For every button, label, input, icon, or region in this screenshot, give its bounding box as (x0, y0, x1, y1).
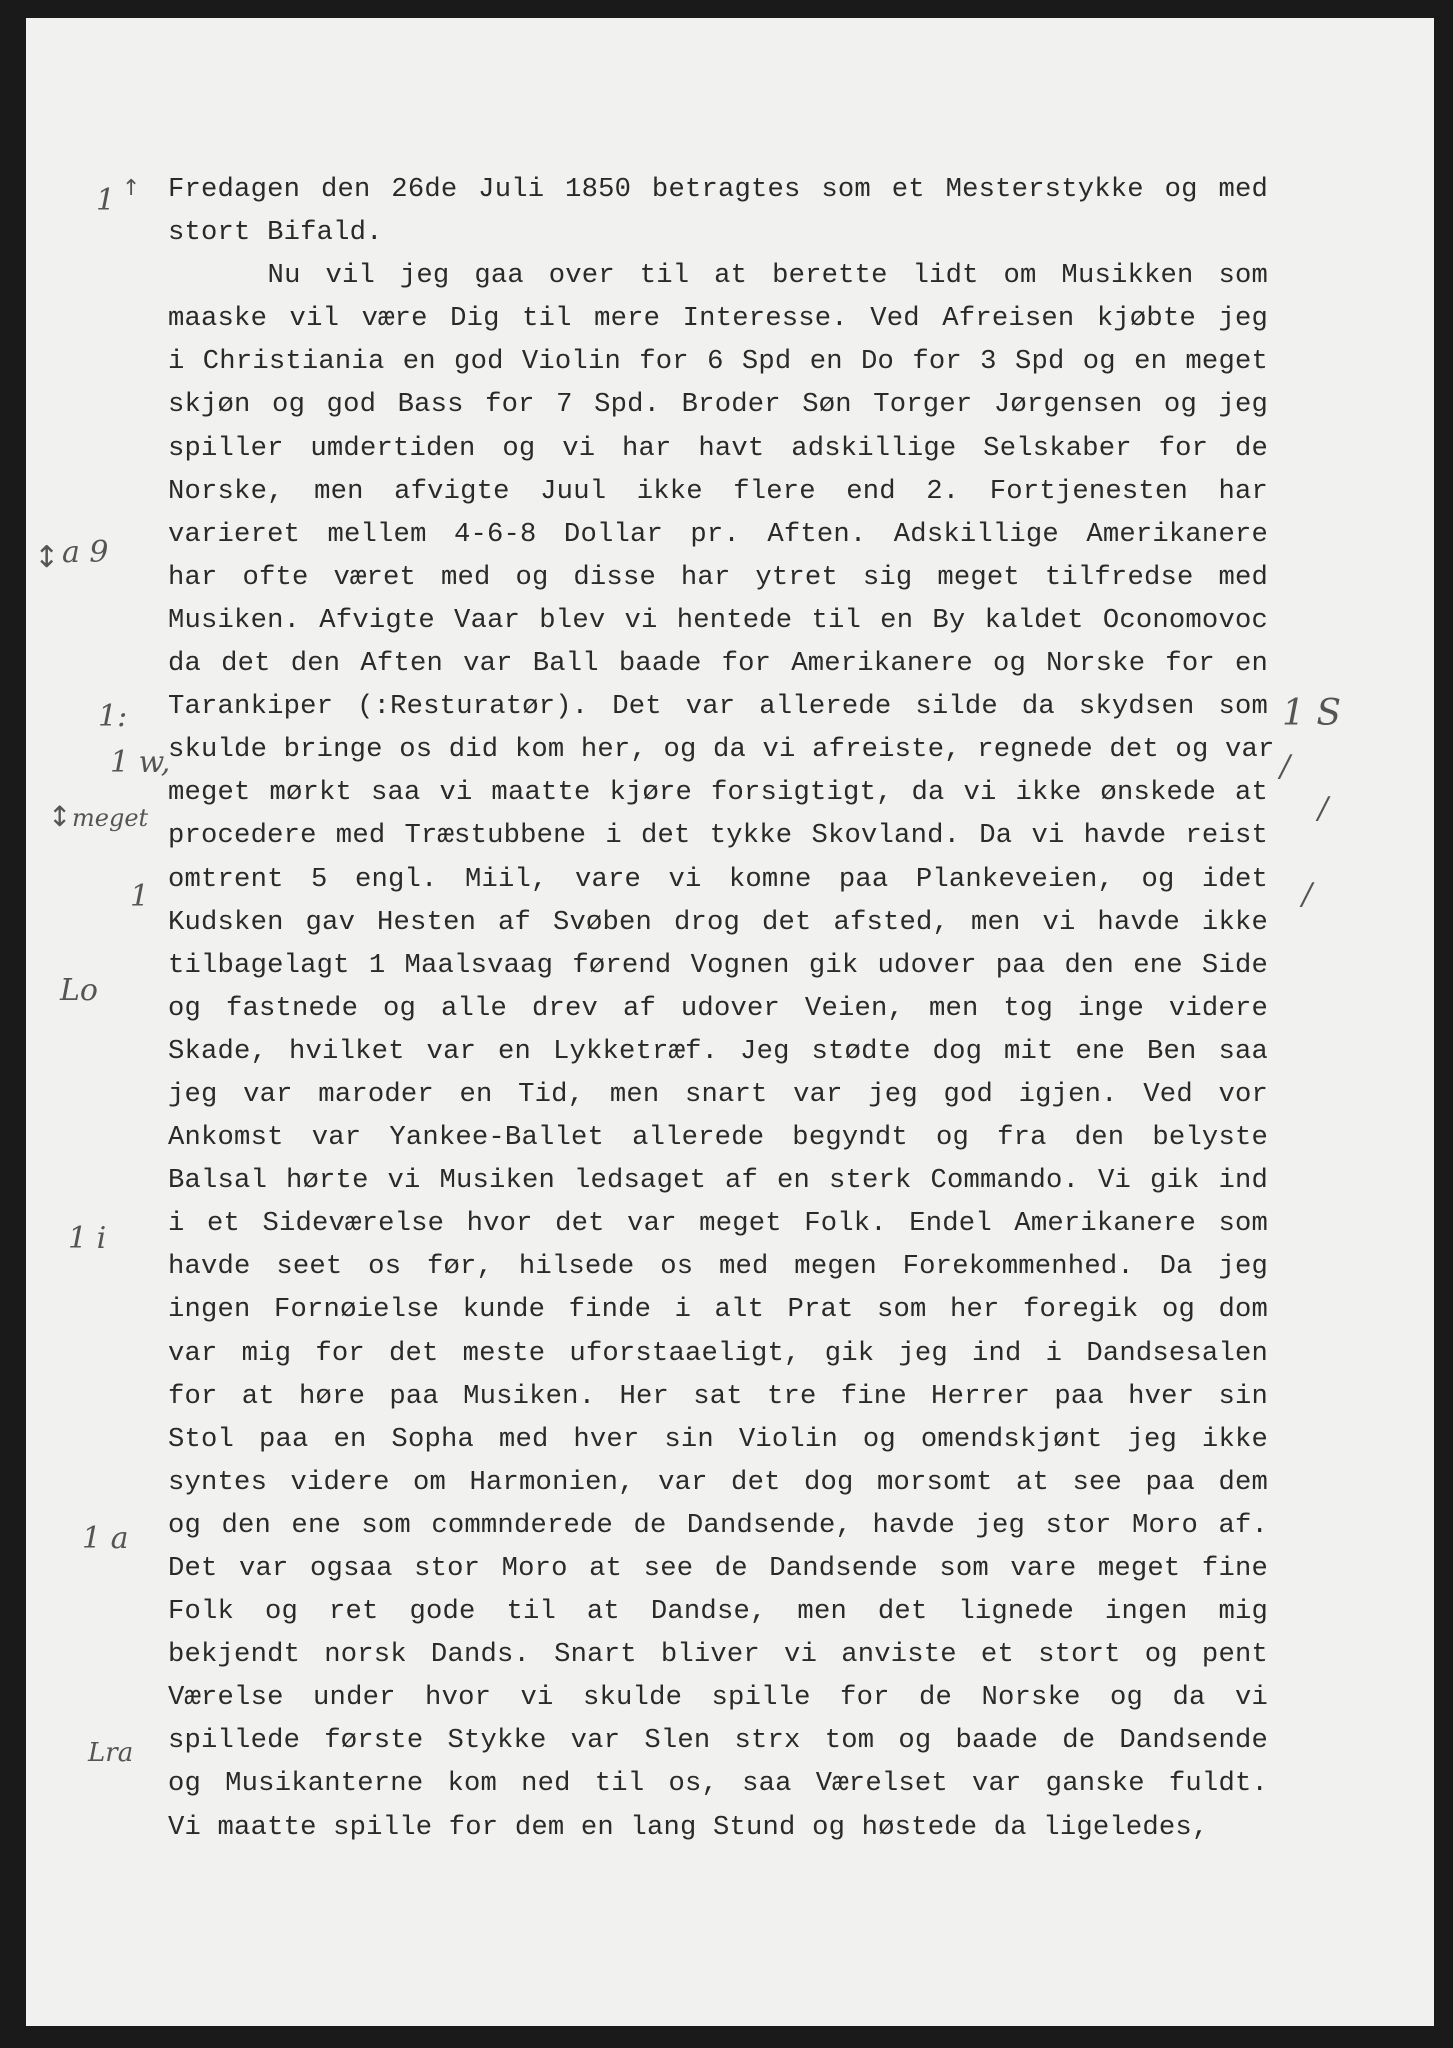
margin-note-left-2: a 9 (62, 535, 109, 570)
margin-note-left-8: 1 i (68, 1221, 107, 1256)
text-line: tilbagelagt 1 Maalsvaag førend Vognen gik udover paa den ene Side (168, 949, 1268, 981)
text-line: meget mørkt saa vi maatte kjøre forsigtigt, da vi ikke ønskede at (168, 777, 1268, 809)
text-line: syntes videre om Harmonien, var det dog morsomt at see paa dem (168, 1466, 1268, 1498)
text-line: omtrent 5 engl. Miil, vare vi komne paa Plankeveien, og idet (168, 863, 1268, 895)
margin-note-left-7: Lo (60, 973, 98, 1008)
margin-note-left-3: 1: (98, 699, 128, 734)
text-line: for at høre paa Musiken. Her sat tre fine Herrer paa hver sin (168, 1380, 1268, 1412)
text-line: Stol paa en Sopha med hver sin Violin og omendskjønt jeg ikke (168, 1423, 1268, 1455)
updown-arrow-icon: ↕ (48, 800, 72, 833)
text-line: Kudsken gav Hesten af Svøben drog det afsted, men vi havde ikke (168, 906, 1268, 938)
text-line: Vi maatte spille for dem en lang Stund og høstede da ligeledes, (168, 1811, 1209, 1843)
text-line: ingen Fornøielse kunde finde i alt Prat som her foregik og dom (168, 1294, 1268, 1326)
margin-note-right-1: 1 S (1282, 693, 1342, 734)
text-line: i Christiania en god Violin for 6 Spd en Do for 3 Spd og en meget (168, 346, 1268, 378)
text-line: Det var ogsaa stor Moro at see de Dandsende som vare meget fine (168, 1553, 1268, 1584)
text-line: maaske vil være Dig til mere Interesse. Ved Afreisen kjøbte jeg (168, 303, 1268, 335)
text-line: skulde bringe os did kom her, og da vi afreiste, regnede det og var (168, 734, 1275, 766)
text-line: stort Bifald. (168, 217, 383, 249)
margin-note-left-1: 1 (96, 183, 116, 218)
text-line: Folk og ret gode til at Dandse, men det lignede ingen mig (168, 1596, 1268, 1628)
margin-note-left-5: meget (72, 804, 149, 832)
text-line: bekjendt norsk Dands. Snart bliver vi anviste et stort og pent (168, 1639, 1268, 1671)
text-line: varieret mellem 4-6-8 Dollar pr. Aften. Adskillige Amerikanere (168, 518, 1268, 550)
margin-note-right-3: / (1318, 791, 1329, 826)
text-line: Nu vil jeg gaa over til at berette lidt om Musikken som (168, 260, 1268, 292)
arrow-up-icon: ↑ (122, 176, 141, 201)
text-line: jeg var maroder en Tid, men snart var jeg god igjen. Ved vor (168, 1078, 1268, 1110)
text-line: har ofte været med og disse har ytret sig meget tilfredse med (168, 561, 1268, 593)
text-line: procedere med Træstubbene i det tykke Skovland. Da vi havde reist (168, 820, 1268, 852)
text-line: skjøn og god Bass for 7 Spd. Broder Søn Torger Jørgensen og jeg (168, 389, 1268, 421)
text-line: og fastnede og alle drev af udover Veien, men tog inge videre (168, 992, 1268, 1024)
text-line: spiller umdertiden og vi har havt adskillige Selskaber for de (168, 432, 1268, 464)
margin-note-left-9: 1 a (82, 1521, 129, 1556)
text-line: Musiken. Afvigte Vaar blev vi hentede til en By kaldet Oconomovoc (168, 604, 1268, 636)
text-line: Norske, men afvigte Juul ikke flere end 2. Fortjenesten har (168, 475, 1268, 507)
margin-note-right-4: / (1302, 877, 1313, 912)
text-line: Fredagen den 26de Juli 1850 betragtes som et Mesterstykke og med (168, 174, 1268, 205)
margin-note-left-6: 1 (130, 879, 150, 914)
document-body (168, 168, 1275, 1849)
text-line: og den ene som commnderede de Dandsende, havde jeg stor Moro af. (168, 1509, 1268, 1541)
text-line: havde seet os før, hilsede os med megen Forekommenhed. Da jeg (168, 1251, 1268, 1283)
margin-note-left-10: Lra (88, 1738, 134, 1768)
text-line: var mig for det meste uforstaaeligt, gik jeg ind i Dandsesalen (168, 1337, 1268, 1369)
text-line: Ankomst var Yankee-Ballet allerede begyndt og fra den belyste (168, 1122, 1268, 1154)
text-line: Værelse under hvor vi skulde spille for de Norske og da vi (168, 1682, 1268, 1714)
text-line: spillede første Stykke var Slen strx tom og baade de Dandsende (168, 1725, 1268, 1757)
updown-arrow-icon: ↕ (34, 540, 60, 575)
text-line: da det den Aften var Ball baade for Amerikanere og Norske for en (168, 648, 1268, 680)
text-line: Tarankiper (:Resturatør). Det var allerede silde da skydsen som (168, 691, 1268, 723)
text-line: i et Sideværelse hvor det var meget Folk. Endel Amerikanere som (168, 1208, 1268, 1240)
text-line: Skade, hvilket var en Lykketræf. Jeg stødte dog mit ene Ben saa (168, 1035, 1268, 1067)
text-line: og Musikanterne kom ned til os, saa Værelset var ganske fuldt. (168, 1768, 1268, 1800)
text-line: Balsal hørte vi Musiken ledsaget af en sterk Commando. Vi gik ind (168, 1165, 1268, 1197)
margin-note-left-4: 1 w, (110, 745, 171, 780)
margin-note-right-2: / (1280, 749, 1291, 784)
